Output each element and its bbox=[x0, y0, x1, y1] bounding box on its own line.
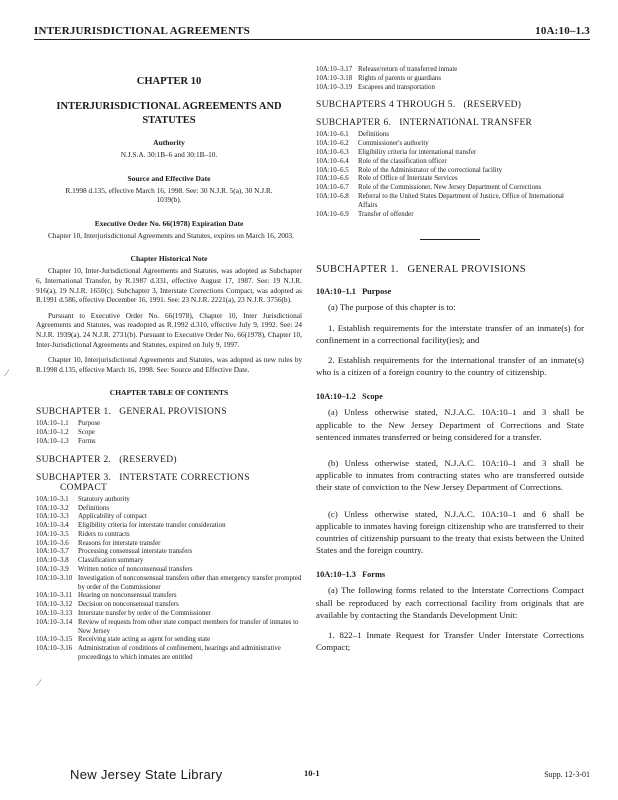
toc-entry bbox=[316, 193, 584, 211]
toc-entry bbox=[36, 610, 302, 619]
margin-mark: ∕ bbox=[6, 368, 8, 379]
toc-entry-title: Reasons for interstate transfer bbox=[78, 539, 161, 547]
toc-subchapters-4-5: SUBCHAPTERS 4 THROUGH 5. (RESERVED) bbox=[316, 100, 522, 111]
toc-entry bbox=[36, 548, 302, 557]
toc-entry-title: Release/return of transferred inmate bbox=[358, 66, 458, 73]
section-1-3-a: (a) The following forms related to the Interstate Corrections Compact shall be reproduced by each correctional facility from originals that are available by contacting the Standards Development Unit: bbox=[316, 585, 584, 620]
toc-entry bbox=[36, 557, 302, 566]
chapter-label: CHAPTER 10 bbox=[136, 76, 202, 87]
section-1-2-heading: 10A:10–1.2 Scope bbox=[316, 392, 383, 402]
toc-entry bbox=[36, 601, 302, 610]
toc-entry-number: 10A:10–6.7 bbox=[316, 184, 349, 192]
section-1-3-heading: 10A:10–1.3 Forms bbox=[316, 570, 386, 580]
toc-sub6-list bbox=[316, 131, 584, 219]
section-1-3-item-1: 1. 822–1 Inmate Request for Transfer Under Interstate Corrections Compact; bbox=[316, 630, 584, 653]
library-stamp: New Jersey State Library bbox=[70, 767, 223, 782]
toc-entry-title: Classification summary bbox=[78, 557, 144, 565]
toc-entry-title: Investigation of nonconsensual transfers other than emergency transfer prompted by order of the Commissioner bbox=[78, 574, 302, 591]
section-1-1-item-2: 2. Establish requirements for the international transfer of an inmate(s) who is a citizen of a foreign country to the country of citizenship. bbox=[316, 354, 584, 378]
toc-entry-number: 10A:10–6.5 bbox=[316, 166, 349, 174]
exec-order-text: Chapter 10, Interjurisdictional Agreements and Statutes, expires on March 16, 2003. bbox=[48, 230, 295, 240]
toc-entry-number: 10A:10–6.6 bbox=[316, 175, 349, 183]
section-1-2-b: (b) Unless otherwise stated, N.J.A.C. 10A:10–1 and 3 shall be applicable to inmates from contracting states who are transferred outside their state of conviction to the New Jersey Department of Corrections. bbox=[316, 457, 584, 493]
page-number: 10-1 bbox=[304, 768, 320, 778]
toc-entry bbox=[316, 211, 584, 220]
toc-entry-number: 10A:10–3.6 bbox=[36, 539, 69, 547]
margin-mark: ∕ bbox=[38, 678, 40, 689]
toc-entry-number: 10A:10–3.4 bbox=[36, 522, 69, 530]
toc-entry-number: 10A:10–3.11 bbox=[36, 592, 72, 600]
toc-entry-number: 10A:10–3.15 bbox=[36, 636, 73, 644]
source-text: R.1998 d.135, effective March 16, 1998. See: 30 N.J.R. 5(a), 30 N.J.R. 1039(b). bbox=[65, 185, 273, 205]
toc-entry-number: 10A:10–6.1 bbox=[316, 131, 349, 139]
toc-entry-number: 10A:10–6.3 bbox=[316, 148, 349, 156]
toc-entry-title: Written notice of nonconsensual transfers bbox=[78, 566, 193, 574]
toc-entry bbox=[36, 522, 302, 531]
toc-entry-number: 10A:10–3.16 bbox=[36, 645, 73, 653]
toc-entry-number: 10A:10–3.17 bbox=[316, 66, 353, 73]
section-1-1-item-1: 1. Establish requirements for the interstate transfer of an inmate(s) for confinement in a correctional facility(ies); and bbox=[316, 322, 584, 345]
toc-subchapter-2: SUBCHAPTER 2. (RESERVED) bbox=[36, 454, 177, 465]
toc-entry bbox=[316, 158, 584, 167]
toc-entry-number: 10A:10–3.5 bbox=[36, 530, 69, 538]
toc-entry bbox=[36, 505, 302, 514]
toc-entry bbox=[316, 131, 584, 140]
toc-entry-title: Rights of parents or guardians bbox=[358, 74, 442, 82]
toc-entry-number: 10A:10–3.3 bbox=[36, 513, 69, 521]
toc-entry bbox=[36, 420, 302, 429]
toc-entry bbox=[36, 540, 302, 549]
toc-entry bbox=[36, 645, 302, 663]
toc-entry-title: Escapees and transportation bbox=[358, 83, 435, 91]
authority-heading: Authority bbox=[153, 138, 185, 147]
section-1-1-a: (a) The purpose of this chapter is to: bbox=[328, 302, 456, 313]
toc-entry-number: 10A:10–3.19 bbox=[316, 83, 353, 91]
source-heading: Source and Effective Date bbox=[127, 173, 211, 183]
toc-heading: CHAPTER TABLE OF CONTENTS bbox=[109, 388, 229, 398]
toc-entry bbox=[316, 184, 584, 193]
toc-entry-number: 10A:10–3.7 bbox=[36, 548, 69, 556]
toc-entry-number: 10A:10–6.8 bbox=[316, 192, 349, 200]
toc-entry bbox=[316, 84, 584, 93]
toc-entry-title: Interstate transfer by order of the Commissioner bbox=[78, 610, 211, 618]
toc-entry-number: 10A:10–1.2 bbox=[36, 429, 69, 437]
toc-subchapter-1: SUBCHAPTER 1. GENERAL PROVISIONS bbox=[36, 407, 227, 418]
left-column bbox=[36, 70, 302, 663]
toc-entry-title: Decision on nonconsensual transfers bbox=[78, 601, 179, 609]
toc-sub1-list bbox=[36, 420, 302, 446]
header-rule bbox=[34, 39, 590, 40]
toc-entry bbox=[316, 149, 584, 158]
running-header bbox=[34, 22, 590, 40]
toc-entry-title: Riders to contracts bbox=[78, 530, 130, 538]
toc-entry-title: Definitions bbox=[78, 504, 110, 512]
toc-entry-title: Transfer of offender bbox=[358, 210, 414, 218]
toc-sub3-list bbox=[36, 496, 302, 663]
toc-entry-number: 10A:10–3.12 bbox=[36, 601, 73, 609]
section-1-1-heading: 10A:10–1.1 Purpose bbox=[316, 287, 392, 297]
toc-entry-title: Receiving state acting as agent for sending state bbox=[78, 636, 211, 644]
toc-entry-number: 10A:10–3.10 bbox=[36, 574, 73, 582]
toc-entry-number: 10A:10–3.14 bbox=[36, 618, 73, 626]
header-section: 10A:10–1.3 bbox=[535, 25, 590, 37]
toc-entry bbox=[36, 496, 302, 505]
toc-entry-title: Statutory authority bbox=[78, 495, 130, 503]
toc-entry-number: 10A:10–3.9 bbox=[36, 566, 69, 574]
toc-entry bbox=[316, 75, 584, 84]
right-column bbox=[316, 66, 584, 661]
toc-entry-number: 10A:10–6.2 bbox=[316, 140, 349, 148]
toc-subchapter-3-cont: COMPACT bbox=[60, 482, 108, 493]
toc-entry-title: Role of Office of Interstate Services bbox=[358, 175, 458, 183]
supplement-date: Supp. 12-3-01 bbox=[544, 770, 590, 779]
toc-entry bbox=[36, 575, 302, 593]
toc-entry bbox=[36, 429, 302, 438]
toc-entry-title: Commissioner's authority bbox=[358, 140, 429, 148]
toc-entry-title: Scope bbox=[78, 429, 95, 437]
toc-entry bbox=[36, 636, 302, 645]
toc-entry bbox=[36, 619, 302, 637]
section-1-2-a: (a) Unless otherwise stated, N.J.A.C. 10A:10–1 and 3 shall be applicable to the New Jersey Department of Corrections and State sentenced inmates transferred or being considered for a transfer. bbox=[316, 407, 584, 442]
toc-entry bbox=[36, 513, 302, 522]
toc-entry-number: 10A:10–3.18 bbox=[316, 74, 353, 82]
exec-order-heading: Executive Order No. 66(1978) Expiration Date bbox=[94, 218, 244, 228]
toc-entry-title: Forms bbox=[78, 437, 96, 445]
toc-subchapter-3: SUBCHAPTER 3. INTERSTATE CORRECTIONS bbox=[36, 472, 250, 483]
toc-entry-title: Administration of conditions of confinement, hearings and administrative proceedings to which inmates are entitled bbox=[78, 645, 281, 662]
toc-entry-number: 10A:10–3.1 bbox=[36, 495, 69, 503]
toc-entry-number: 10A:10–3.13 bbox=[36, 610, 73, 618]
toc-entry bbox=[316, 167, 584, 176]
toc-entry-title: Role of the classification officer bbox=[358, 157, 447, 165]
toc-entry-title: Review of requests from other state compact members for transfer of inmates to New Jersey bbox=[78, 618, 299, 635]
toc-entry bbox=[36, 438, 302, 447]
toc-entry-title: Applicability of compact bbox=[78, 513, 147, 521]
toc-entry-number: 10A:10–1.1 bbox=[36, 420, 69, 428]
page-footer bbox=[34, 765, 590, 787]
toc-entry-number: 10A:10–6.9 bbox=[316, 210, 349, 218]
chapter-title: INTERJURISDICTIONAL AGREEMENTS AND STATUTES bbox=[56, 101, 282, 126]
toc-sub3-cont-list bbox=[316, 66, 584, 92]
authority-text: N.J.S.A. 30:1B–6 and 30:1B–10. bbox=[120, 150, 218, 159]
toc-entry-number: 10A:10–3.8 bbox=[36, 557, 69, 565]
toc-entry-title: Hearing on nonconsensual transfers bbox=[78, 592, 177, 600]
toc-entry-title: Role of the Commissioner, New Jersey Department of Corrections bbox=[358, 184, 542, 192]
toc-entry bbox=[316, 140, 584, 149]
toc-entry-title: Eligibility criteria for interstate transfer consideration bbox=[78, 522, 226, 530]
toc-entry-title: Role of the Administrator of the correctional facility bbox=[358, 166, 503, 174]
subchapter-heading: SUBCHAPTER 1. GENERAL PROVISIONS bbox=[316, 264, 526, 276]
section-1-2-c: (c) Unless otherwise stated, N.J.A.C. 10A:10–1 and 6 shall be applicable to inmates having foreign citizenship who are transferred to their countries of citizenship pursuant to the treaty that exists between the United States and the foreign country. bbox=[316, 508, 584, 556]
historical-note-heading: Chapter Historical Note bbox=[130, 254, 208, 264]
toc-entry-title: Processing consensual interstate transfers bbox=[78, 548, 193, 556]
toc-entry bbox=[316, 66, 584, 75]
toc-entry bbox=[316, 175, 584, 184]
toc-subchapter-6: SUBCHAPTER 6. INTERNATIONAL TRANSFER bbox=[316, 118, 533, 129]
toc-entry-title: Referral to the United States Department of Justice, Office of International Affairs bbox=[358, 192, 564, 209]
section-divider bbox=[420, 239, 480, 240]
toc-entry-title: Purpose bbox=[78, 420, 101, 428]
toc-entry-number: 10A:10–6.4 bbox=[316, 157, 349, 165]
toc-entry bbox=[36, 566, 302, 575]
toc-entry bbox=[36, 531, 302, 540]
toc-entry-number: 10A:10–3.2 bbox=[36, 504, 69, 512]
historical-note-p3: Chapter 10, Interjurisdictional Agreements and Statutes, was adopted as new rules by R.1998 d.135, effective March 16, 1998. See: Source and Effective Date. bbox=[36, 355, 302, 374]
header-title: INTERJURISDICTIONAL AGREEMENTS bbox=[34, 25, 250, 37]
toc-entry bbox=[36, 592, 302, 601]
toc-entry-title: Eligibility criteria for international transfer bbox=[358, 148, 477, 156]
toc-entry-number: 10A:10–1.3 bbox=[36, 437, 69, 445]
historical-note-p1: Chapter 10, Inter-Jurisdictional Agreements and Statutes, was adopted as Subchapter 6, International Transfer, by R.1987 d.331, effective August 17, 1987. See: 19 N.J.R. 916(a), 19 N.J.R. 1650(c). Subchapter 3, Interstate Corrections Compact, was adopted as R.1991 d.586, effective December 16, 1991. See: 23 N.J.R. 2221(a), 23 N.J.R. 3756(b). bbox=[36, 266, 302, 305]
historical-note-p2: Pursuant to Executive Order No. 66(1978), Chapter 10, Inter Jurisdictional Agreements and Statutes, was readopted as R.1992 d.310, effective July 9, 1992. See: 24 N.J.R. 1939(a), 24 N.J.R. 2731(b). Pursuant to Executive Order No. 66(1978), Chapter 10, Inter-Jurisdictional Agreements and Statutes, expired on July 9, 1997. bbox=[36, 310, 302, 349]
toc-entry-title: Definitions bbox=[358, 131, 390, 139]
